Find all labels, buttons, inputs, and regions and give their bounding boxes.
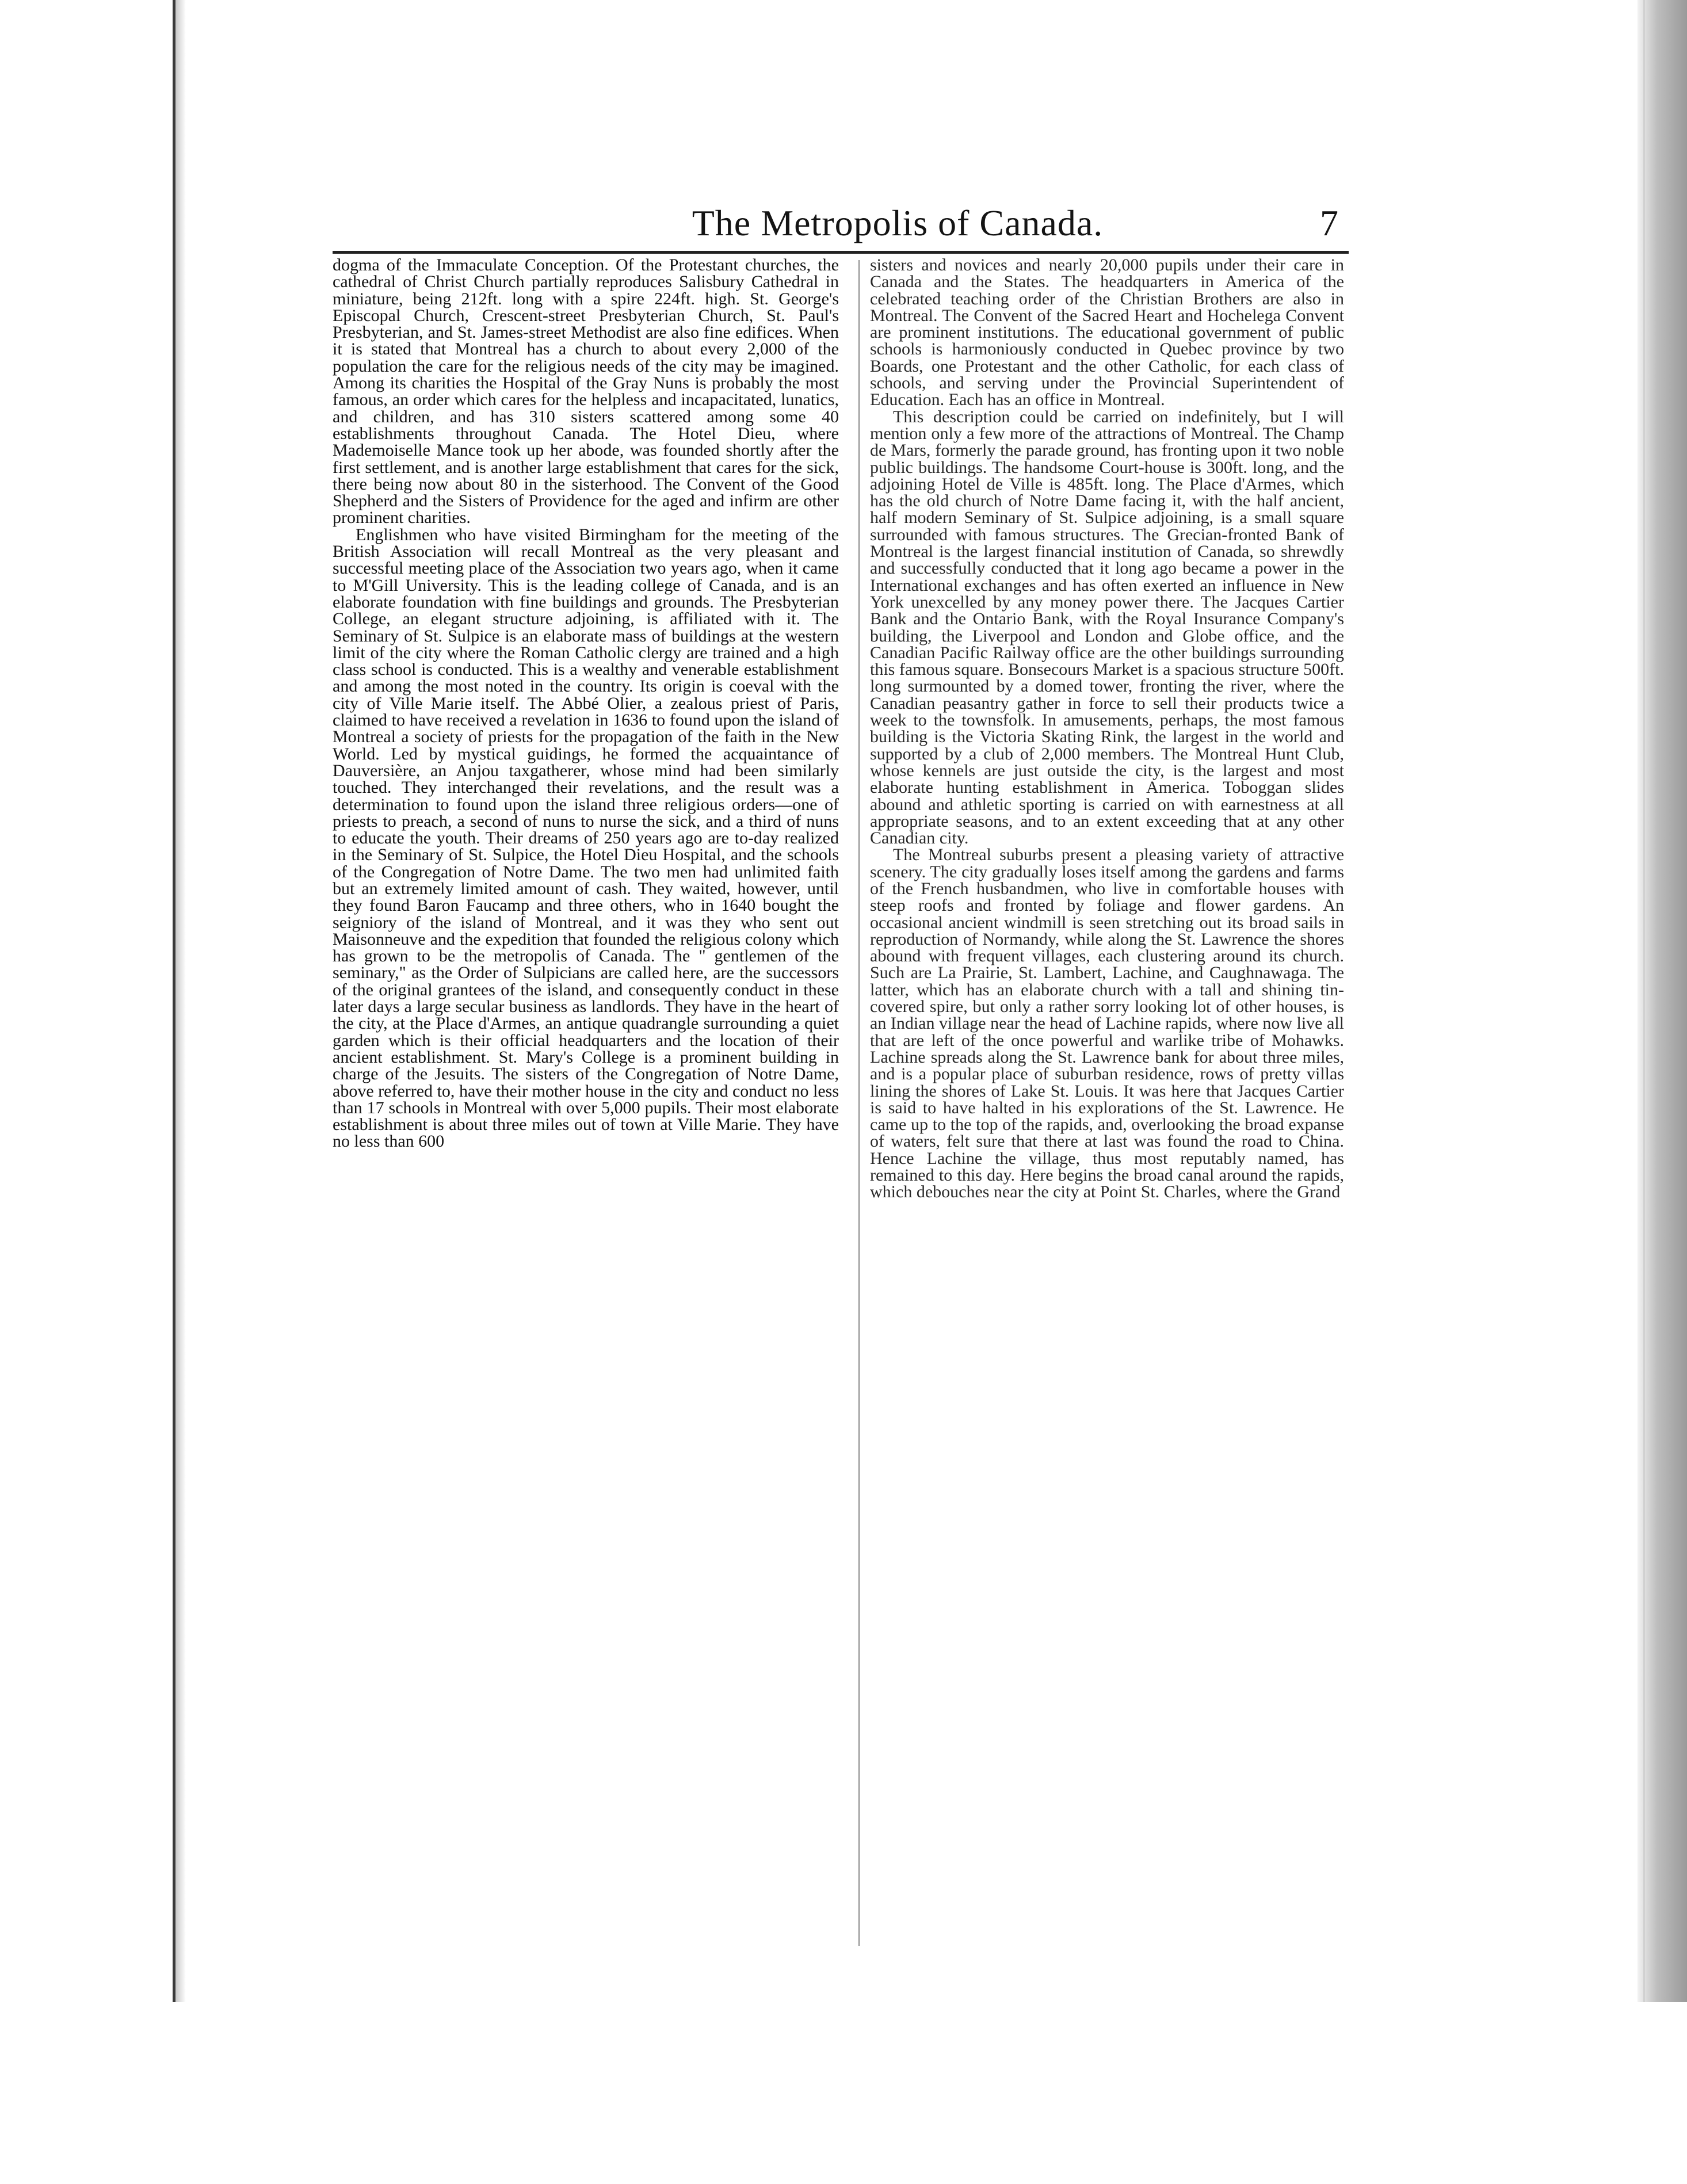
left-paragraph: dogma of the Immaculate Conception. Of the Protestant churches, the cathedral of Christ Church partially reproduces Salisbury Cathedral in miniature, being 212ft. long with a spire 224ft. high. St. George's Episcopal Church, Crescent-street Presbyterian Church, St. Paul's Presbyterian, and St. James-street Methodist are also fine edifices. When it is stated that Montreal has a church to about every 2,000 of the population the care for the religious needs of the city may be imagined. Among its charities the Hospital of the Gray Nuns is probably the most famous, an order which cares for the helpless and incapacitated, lunatics, and children, and has 310 sisters scattered among some 40 establishments throughout Canada. The Hotel Dieu, where Mademoiselle Mance took up her abode, was founded shortly after the first settlement, and is another large establishment that cares for the sick, there being now about 80 in the sisterhood. The Convent of the Good Shepherd and the Sisters of Providence for the aged and infirm are other prominent charities. bbox=[333, 257, 839, 528]
right-paragraph: sisters and novices and nearly 20,000 pupils under their care in Canada and the States. The headquarters in America of the celebrated teaching order of the Christian Brothers are also in Montreal. The Convent of the Sacred Heart and Hochelega Convent are prominent institutions. The educational government of public schools is harmoniously conducted in Quebec province by two Boards, one Protestant and the other Catholic, for each class of schools, and serving under the Provincial Superintendent of Education. Each has an office in Montreal. bbox=[870, 257, 1344, 410]
left-column bbox=[333, 257, 839, 2184]
running-head: The Metropolis of Canada. bbox=[692, 203, 1104, 243]
page-number: 7 bbox=[1320, 203, 1338, 243]
right-paragraph: The Montreal suburbs present a pleasing variety of attractive scenery. The city gradually loses itself among the gardens and farms of the French husbandmen, who live in comfortable houses with steep roofs and fronted by foliage and flower gardens. An occasional ancient windmill is seen stretching out its broad sails in reproduction of Normandy, while along the St. Lawrence the shores abound with frequent villages, each clustering around its church. Such are La Prairie, St. Lambert, Lachine, and Caughnawaga. The latter, which has an elaborate church with a tall and shining tin-covered spire, but only a rather sorry looking lot of other houses, is an Indian village near the head of Lachine rapids, where now live all that are left of the once powerful and warlike tribe of Mohawks. Lachine spreads along the St. Lawrence bank for about three miles, and is a popular place of suburban residence, rows of pretty villas lining the shores of Lake St. Louis. It was here that Jacques Cartier is said to have halted in his explorations of the St. Lawrence. He came up to the top of the rapids, and, overlooking the broad expanse of waters, felt sure that there at last was found the road to China. Hence Lachine the village, thus most reputably named, has remained to this day. Here begins the broad canal around the rapids, which debouches near the city at Point St. Charles, where the Grand bbox=[870, 845, 1344, 1202]
column-divider bbox=[858, 260, 860, 1946]
page-right-edge-line bbox=[1643, 0, 1645, 2002]
left-paragraph: Englishmen who have visited Birmingham for the meeting of the British Association will recall Montreal as the very pleasant and successful meeting place of the Association two years ago, when it came to M'Gill University. This is the leading college of Canada, and is an elaborate foundation with fine buildings and grounds. The Presbyterian College, an elegant structure adjoining, is affiliated with it. The Seminary of St. Sulpice is an elaborate mass of buildings at the western limit of the city where the Roman Catholic clergy are trained and a high class school is conducted. This is a wealthy and venerable establishment and among the most noted in the country. Its origin is coeval with the city of Ville Marie itself. The Abbé Olier, a zealous priest of Paris, claimed to have received a revelation in 1636 to found upon the island of Montreal a society of priests for the propagation of the faith in the New World. Led by mystical guidings, he formed the acquaintance of Dauversière, an Anjou taxgatherer, whose mind had been similarly touched. They interchanged their revelations, and the result was a determination to found upon the island three religious orders—one of priests to preach, a second of nuns to nurse the sick, and a third of nuns to educate the youth. Their dreams of 250 years ago are to-day realized in the Seminary of St. Sulpice, the Hotel Dieu Hospital, and the schools of the Congregation of Notre Dame. The two men had unlimited faith but an extremely limited amount of cash. They waited, however, until they found Baron Faucamp and three others, who in 1640 bought the seigniory of the island of Montreal, and it was they who sent out Maisonneuve and the expedition that founded the religious colony which has grown to be the metropolis of Canada. The " gentlemen of the seminary," as the Order of Sulpicians are called here, are the successors of the original grantees of the island, and consequently conduct in these later days a large secular business as landlords. They have in the heart of the city, at the Place d'Armes, an antique quadrangle surrounding a quiet garden which is their official headquarters and the location of their ancient establishment. St. Mary's College is a prominent building in charge of the Jesuits. The sisters of the Congregation of Notre Dame, above referred to, have their mother house in the city and conduct no less than 17 schools in Montreal with over 5,000 pupils. Their most elaborate establishment is about three miles out of town at Ville Marie. They have no less than 600 bbox=[333, 525, 839, 1151]
header-rule bbox=[333, 251, 1349, 254]
right-paragraph: This description could be carried on indefinitely, but I will mention only a few more of the attractions of Montreal. The Champ de Mars, formerly the parade ground, has fronting upon it two noble public buildings. The handsome Court-house is 300ft. long, and the adjoining Hotel de Ville is 485ft. long. The Place d'Armes, which has the old church of Notre Dame facing it, with the half ancient, half modern Seminary of St. Sulpice adjoining, is a small square surrounded with famous structures. The Grecian-fronted Bank of Montreal is the largest financial institution of Canada, so shrewdly and successfully conducted that it long ago became a power in the International exchanges and has often exerted an influence in New York unexcelled by any money power there. The Jacques Cartier Bank and the Ontario Bank, with the Royal Insurance Company's building, the Liverpool and London and Globe office, and the Canadian Pacific Railway office are the other buildings surrounding this famous square. Bonsecours Market is a spacious structure 500ft. long surmounted by a domed tower, fronting the river, where the Canadian peasantry gather in force to sell their products twice a week to the townsfolk. In amusements, perhaps, the most famous building is the Victoria Skating Rink, the largest in the world and supported by a club of 2,000 members. The Montreal Hunt Club, whose kennels are just outside the city, is the largest and most elaborate hunting establishment in America. Toboggan slides abound and athletic sporting is carried on with earnestness at all appropriate seasons, and to an extent exceeding that at any other Canadian city. bbox=[870, 407, 1344, 848]
right-column bbox=[870, 257, 1344, 2184]
page-gutter-shadow bbox=[175, 0, 186, 2002]
